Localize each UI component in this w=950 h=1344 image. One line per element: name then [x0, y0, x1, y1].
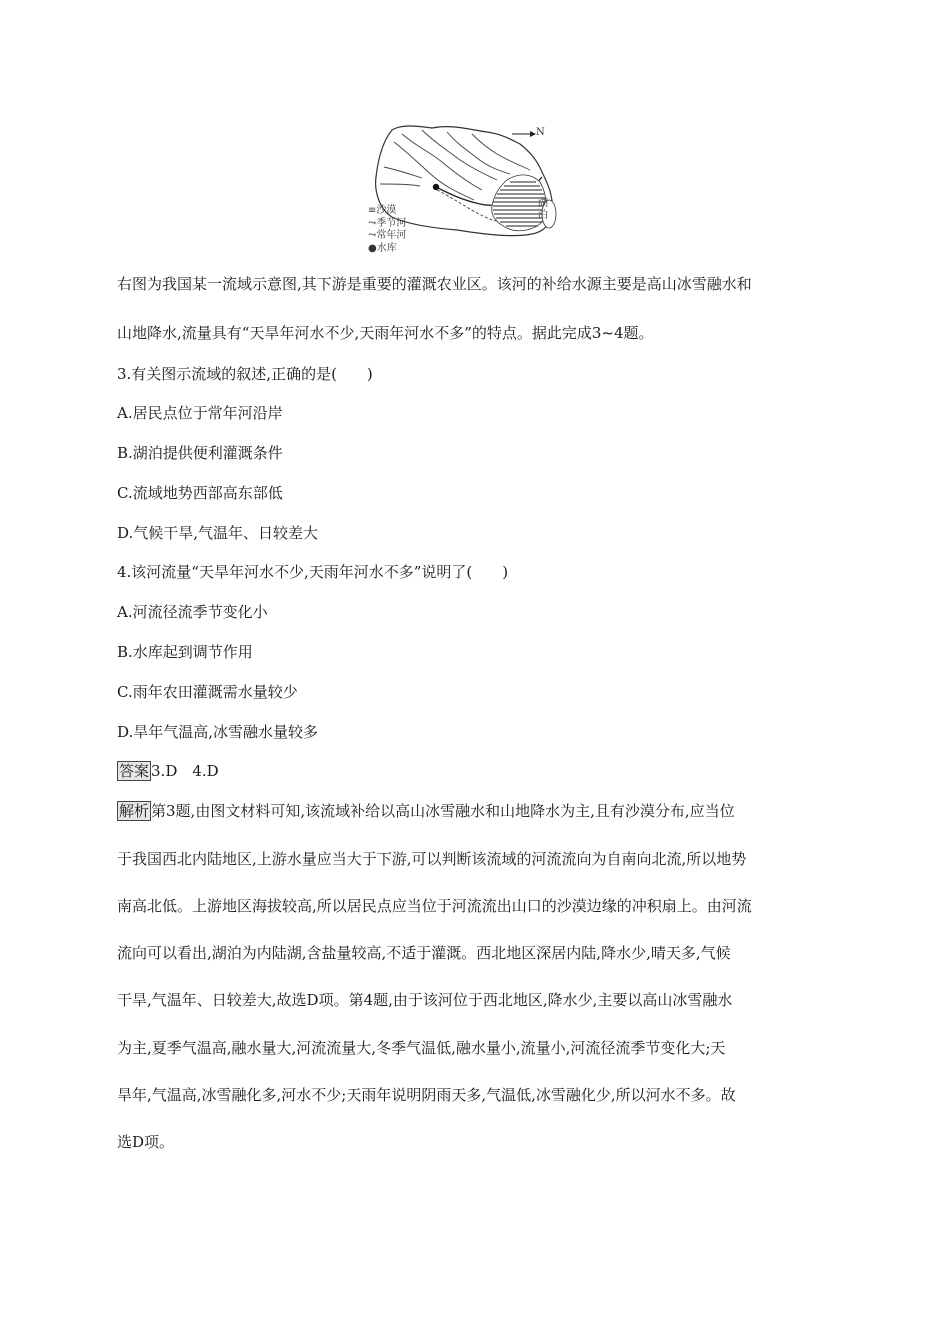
analysis-line: 干旱,气温年、日较差大,故选D项。第4题,由于该河位于西北地区,降水少,主要以高山冰雪融水: [117, 991, 733, 1009]
desert-legend-icon: ≡: [368, 205, 377, 216]
question-4-option-d: D.旱年气温高,冰雪融水量较多: [117, 723, 319, 741]
reservoir-marker: [433, 184, 439, 190]
analysis-line: 解析 第3题,由图文材料可知,该流域补给以高山冰雪融水和山地降水为主,且有沙漠分布,应当位: [119, 802, 735, 820]
question-3-option-a: A.居民点位于常年河沿岸: [117, 404, 283, 422]
lake-label: 湖泊: [538, 198, 548, 221]
analysis-tag: 解析: [119, 802, 150, 820]
perennial-river-legend-icon: ⤳: [368, 230, 377, 241]
river-tributary: [472, 134, 530, 170]
legend-item-seasonal-river: ⤳季节河: [368, 217, 407, 229]
answer-tag: 答案: [119, 762, 150, 780]
analysis-line: 为主,夏季气温高,融水量大,河流流量大,冬季气温低,融水量小,流量小,河流径流季节变化大;天: [117, 1039, 726, 1057]
north-arrow-icon: [512, 131, 536, 137]
question-4-option-b: B.水库起到调节作用: [117, 643, 253, 661]
analysis-line: 选D项。: [117, 1133, 175, 1151]
legend-item-perennial-river: ⤳常年河: [368, 230, 407, 241]
question-3-option-d: D.气候干旱,气温年、日较差大: [117, 524, 319, 542]
intro-line: 山地降水,流量具有“天旱年河水不少,天雨年河水不多”的特点。据此完成3~4题。: [117, 324, 654, 342]
reservoir-legend-icon: ●: [368, 242, 377, 254]
river-tributary: [380, 184, 420, 186]
legend-item-reservoir: ●水库: [368, 242, 397, 254]
analysis-line: 流向可以看出,湖泊为内陆湖,含盐量较高,不适于灌溉。西北地区深居内陆,降水少,晴天多,气候: [117, 944, 731, 962]
analysis-line: 旱年,气温高,冰雪融化多,河水不少;天雨年说明阴雨天多,气温低,冰雪融化少,所以河水不多。故: [117, 1086, 736, 1104]
map-legend: [368, 205, 406, 255]
river-tributary: [384, 167, 422, 178]
river-tributary: [422, 130, 497, 180]
question-3-option-b: B.湖泊提供便利灌溉条件: [117, 444, 283, 462]
analysis-line: 南高北低。上游地区海拔较高,所以居民点应当位于河流流出山口的沙漠边缘的冲积扇上。由河流: [117, 897, 752, 915]
seasonal-river-legend-icon: ⤳: [368, 217, 377, 229]
question-3-stem: 3.有关图示流域的叙述,正确的是( ): [117, 365, 373, 383]
river-tributary: [402, 134, 482, 190]
legend-item-desert: ≡沙漠: [368, 205, 397, 216]
intro-line: 右图为我国某一流域示意图,其下游是重要的灌溉农业区。该河的补给水源主要是高山冰雪融水和: [117, 275, 752, 293]
question-3-option-c: C.流域地势西部高东部低: [117, 484, 283, 502]
answer-text: 3.D 4.D: [151, 762, 219, 780]
analysis-line: 于我国西北内陆地区,上游水量应当大于下游,可以判断该流域的河流流向为自南向北流,所以地势: [117, 850, 747, 868]
north-label: N: [536, 127, 545, 138]
question-4-option-c: C.雨年农田灌溉需水量较少: [117, 683, 298, 701]
question-4-stem: 4.该河流量“天旱年河水不少,天雨年河水不多”说明了( ): [117, 563, 509, 581]
river-tributary: [394, 142, 474, 200]
river-tributary: [447, 132, 510, 174]
question-4-option-a: A.河流径流季节变化小: [117, 603, 268, 621]
answer-line: [117, 760, 837, 781]
